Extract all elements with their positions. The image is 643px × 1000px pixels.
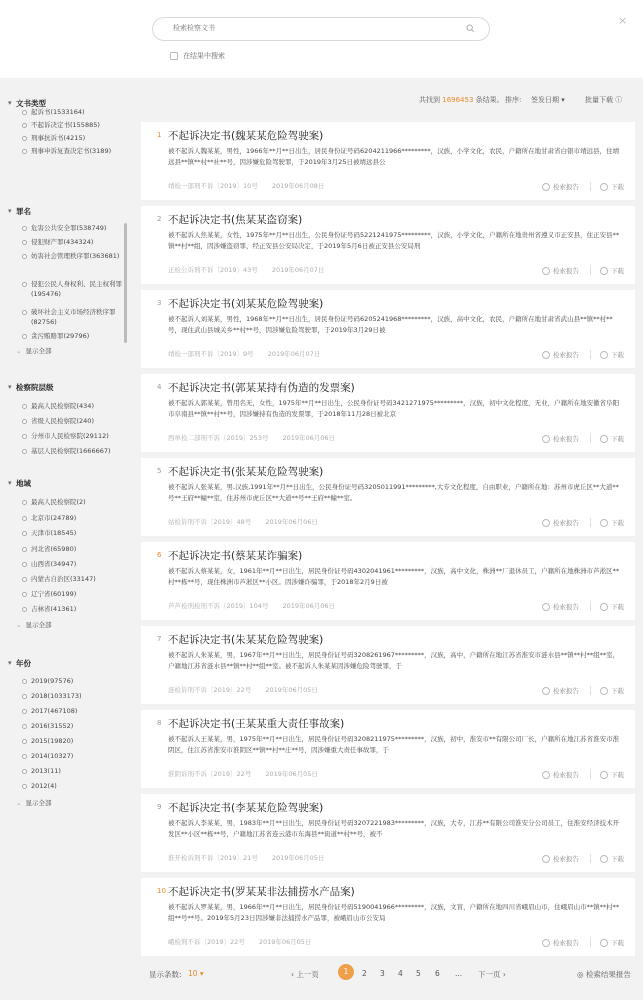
download-icon — [600, 351, 608, 359]
download-icon — [600, 603, 608, 611]
download-label: 下载 — [611, 939, 624, 947]
search-in-results-checkbox[interactable] — [170, 52, 178, 60]
doc-date: 2019年06月05日 — [265, 770, 318, 778]
report-label: 检索报告 — [553, 771, 579, 779]
filter-item-label: 吉林省(41361) — [31, 605, 77, 613]
divider — [590, 518, 591, 527]
filter-item[interactable] — [22, 677, 122, 687]
page-5[interactable]: 5 — [416, 969, 421, 978]
result-title[interactable]: 不起诉决定书(刘某某危险驾驶案) — [168, 298, 324, 310]
radio-icon — [22, 754, 27, 759]
filter-item[interactable] — [22, 252, 122, 262]
result-card — [141, 206, 635, 284]
result-report-button[interactable]: ◎ 检索结果报告 — [577, 970, 631, 979]
doc-date: 2019年06月06日 — [282, 434, 336, 442]
filter-item-label: 山西省(34947) — [31, 560, 77, 568]
sort-label: 排序: — [505, 96, 522, 104]
radio-icon — [22, 694, 27, 699]
filter-item-label: 危害公共安全罪(538749) — [31, 224, 107, 232]
result-card — [141, 794, 635, 872]
result-count: 1696453 — [442, 96, 474, 104]
result-number: 8 — [157, 719, 162, 727]
result-card — [141, 626, 635, 704]
download-label: 下载 — [611, 519, 624, 527]
filter-item-label: 内蒙古自治区(33147) — [31, 575, 96, 583]
download-icon — [600, 939, 608, 947]
report-button[interactable] — [542, 434, 579, 443]
result-title[interactable]: 不起诉决定书(魏某某危险驾驶案) — [168, 130, 324, 142]
radio-icon — [22, 562, 27, 567]
report-label: 检索报告 — [553, 603, 579, 611]
doc-date: 2019年06月07日 — [267, 350, 321, 358]
radio-icon — [22, 254, 27, 259]
filter-section-title-year: 年份 — [16, 659, 31, 668]
filter-item[interactable] — [22, 575, 122, 585]
search-in-results[interactable] — [170, 51, 225, 61]
radio-icon — [22, 531, 27, 536]
filter-item-label: 2015(19820) — [31, 737, 74, 745]
result-title[interactable]: 不起诉决定书(朱某某危险驾驶案) — [168, 634, 324, 646]
filter-section-title-doc-type: 文书类型 — [16, 99, 46, 108]
filter-item-label: 妨害社会管理秩序罪(363681) — [31, 252, 120, 260]
radio-icon — [22, 607, 27, 612]
download-label: 下载 — [611, 183, 624, 191]
doc-date: 2019年06月05日 — [265, 686, 318, 694]
radio-icon — [22, 110, 27, 115]
filter-item-label: 刑事抗诉书(4215) — [31, 134, 86, 142]
radio-icon — [22, 516, 27, 521]
doc-number: 靖检一部刑不诉〔2019〕9号 — [168, 350, 254, 358]
radio-icon — [22, 739, 27, 744]
result-title[interactable]: 不起诉决定书(王某某重大责任事故案) — [168, 718, 345, 730]
filter-item-label: 最高人民检察院(434) — [31, 402, 94, 410]
page-4[interactable]: 4 — [398, 969, 403, 978]
report-button[interactable] — [542, 938, 579, 947]
result-summary: 被不起诉人王某某，男，1975年**月**日出生，居民身份证号码3208211975*********，汉族，初中，淮安市**有限公司厂长，户籍所在地江苏省淮安市淮阴区，住江苏省淮安市淮阴区**镇**村**庄**号，因涉嫌重大责任事故罪，于 — [168, 735, 620, 754]
sidebar-scrollbar[interactable] — [124, 223, 127, 343]
report-icon — [542, 603, 550, 611]
result-meta — [168, 349, 334, 358]
collapse-icon[interactable]: ▾ — [8, 207, 12, 215]
doc-number: 正检公诉刑不诉〔2019〕43号 — [168, 266, 258, 274]
filter-item-label: 2013(11) — [31, 767, 61, 775]
pager-ellipsis: ... — [455, 969, 463, 978]
result-meta — [168, 433, 349, 442]
radio-icon — [22, 500, 27, 505]
result-summary: 被不起诉人蔡某某，女，1961年**月**日出生，居民身份证号码4302041961*********，汉族，高中文化，株洲**厂退休员工，户籍所在地株洲市芦淞区**村**栋**号，现住株洲市芦淞区**小区。因涉嫌诈骗罪，于2018年2月9日被 — [168, 567, 620, 586]
filter-item-label: 2012(4) — [31, 782, 57, 790]
filter-item-label: 侵犯公民人身权利、民主权利罪(195476) — [31, 280, 122, 298]
report-icon — [542, 939, 550, 947]
result-meta — [168, 769, 332, 778]
result-summary: 被不起诉人李某某，男，1983年**月**日出生，居民身份证号码3207221983*********，汉族，大专，江苏**有限公司淮安分公司员工，住淮安经济技术开发区**小区**栋**号，户籍地江苏省连云港市东海县**街道**村**号，被不 — [168, 819, 620, 838]
divider — [590, 938, 591, 947]
radio-icon — [22, 149, 27, 154]
divider — [590, 350, 591, 359]
result-meta — [168, 265, 338, 274]
divider — [590, 686, 591, 695]
filter-item-label: 不起诉决定书(155885) — [31, 121, 100, 129]
result-count-text: 共找到 1696453 条结果。 — [419, 96, 504, 104]
report-button[interactable] — [542, 854, 579, 863]
result-meta — [168, 853, 338, 862]
divider — [590, 266, 591, 275]
report-button[interactable] — [542, 182, 579, 191]
chevron-down-icon: ⌄ — [16, 621, 22, 629]
filter-item[interactable] — [22, 108, 122, 118]
doc-date: 2019年06月05日 — [258, 938, 312, 946]
download-label: 下载 — [611, 687, 624, 695]
download-icon — [600, 519, 608, 527]
result-summary: 被不起诉人焦某某，女性，1975年**月**日出生，公民身份证号码5221241975*********，汉族，小学文化，户籍所在地贵州省遵义市正安县，住正安县**镇**村**组，因涉嫌盗窃罪，经正安县公安局决定，于2019年5月6日被正安县公安局刑 — [168, 231, 620, 250]
radio-icon — [22, 577, 27, 582]
top-bar — [0, 0, 643, 78]
doc-number: 峨检刑不诉〔2019〕22号 — [168, 938, 245, 946]
page-1[interactable]: 1 — [338, 964, 354, 980]
prev-page-button[interactable]: ‹ 上一页 — [291, 970, 319, 979]
radio-icon — [22, 724, 27, 729]
doc-number: 西单检二部刑不诉〔2019〕253号 — [168, 434, 269, 442]
download-button[interactable] — [600, 854, 624, 863]
radio-icon — [22, 136, 27, 141]
doc-date: 2019年06月06日 — [265, 518, 318, 526]
result-card — [141, 710, 635, 788]
result-title[interactable]: 不起诉决定书(蔡某某诈骗案) — [168, 550, 303, 562]
result-card — [141, 878, 635, 956]
divider — [590, 854, 591, 863]
page-3[interactable]: 3 — [380, 969, 385, 978]
result-summary: 被不起诉人刘某某，男性，1968年**月**日出生，居民身份证号码6205241968*********，汉族，高中文化，农民，户籍所在地甘肃省武山县**镇**村**号，现住武山县城关乡**村**号，因涉嫌危险驾驶罪，于2019年3月29日被 — [168, 315, 613, 334]
filter-section-title-region: 地域 — [16, 479, 31, 488]
filter-item-label: 刑事申诉复查决定书(3189) — [31, 147, 112, 155]
filter-item-label: 最高人民检察院(2) — [31, 498, 86, 506]
chevron-down-icon: ⌄ — [16, 347, 22, 355]
report-icon — [542, 771, 550, 779]
show-all-link[interactable]: ⌄ 显示全部 — [16, 621, 52, 629]
result-summary: 被不起诉人罗某某，男，1966年**月**日出生，居民身份证号码5190041966*********，汉族，文盲，户籍所在地四川省峨眉山市，住峨眉山市**镇**村**组**号**号。2019年5月23日因涉嫌非法捕捞水产品罪，被峨眉山市公安局 — [168, 903, 620, 922]
report-button[interactable] — [542, 266, 579, 275]
doc-number: 淮阴诉刑不诉〔2019〕22号 — [168, 770, 252, 778]
result-number: 7 — [157, 635, 162, 643]
filter-item[interactable] — [22, 707, 122, 717]
filter-item-label: 贪污贿赂罪(29796) — [31, 332, 90, 340]
show-all-link[interactable]: ⌄ 显示全部 — [16, 347, 52, 355]
download-label: 下载 — [611, 435, 624, 443]
filter-item-label: 破坏社会主义市场经济秩序罪(82756) — [31, 308, 116, 326]
filter-item-label: 2019(97576) — [31, 677, 74, 685]
radio-icon — [22, 226, 27, 231]
search-box[interactable] — [152, 17, 490, 41]
download-button[interactable] — [600, 266, 624, 275]
report-label: 检索报告 — [553, 267, 579, 275]
filter-item[interactable] — [22, 332, 122, 342]
result-number: 2 — [157, 215, 162, 223]
doc-date: 2019年06月08日 — [271, 182, 325, 190]
download-label: 下载 — [611, 351, 624, 359]
report-label: 检索报告 — [553, 183, 579, 191]
filter-item[interactable] — [22, 545, 122, 555]
result-card — [141, 542, 635, 620]
filter-item-label: 2016(31552) — [31, 722, 74, 730]
report-button[interactable] — [542, 602, 579, 611]
filter-item-label: 2018(1033173) — [31, 692, 82, 700]
filter-item[interactable] — [22, 121, 122, 131]
filter-item[interactable] — [22, 782, 122, 792]
download-button[interactable] — [600, 350, 624, 359]
filter-item[interactable] — [22, 134, 122, 144]
report-icon — [542, 267, 550, 275]
batch-download-button[interactable]: 批量下载 ⓘ — [585, 96, 623, 104]
result-summary: 被不起诉人朱某某，男，1967年**月**日出生，居民身份证号码3208261967*********，汉族，高中，户籍所在地江苏省淮安市涟水县**镇**村**组**室，户籍地江苏省涟水县**镇**村**组**室。被不起诉人朱某某因涉嫌危险驾驶罪，于 — [168, 651, 620, 670]
chevron-down-icon: ⌄ — [16, 799, 22, 807]
result-meta — [168, 181, 338, 190]
result-number: 5 — [157, 467, 162, 475]
radio-icon — [22, 434, 27, 439]
filter-item[interactable] — [22, 280, 122, 299]
filter-item-label: 辽宁省(60199) — [31, 590, 77, 598]
report-icon — [542, 435, 550, 443]
filter-item[interactable] — [22, 752, 122, 762]
sort-dropdown[interactable]: 签发日期 ▾ — [531, 96, 565, 104]
download-icon — [600, 267, 608, 275]
result-title[interactable]: 不起诉决定书(焦某某盗窃案) — [168, 214, 303, 226]
divider — [590, 602, 591, 611]
doc-date: 2019年06月07日 — [271, 266, 325, 274]
result-number: 6 — [157, 551, 162, 559]
radio-icon — [22, 282, 27, 287]
report-label: 检索报告 — [553, 435, 579, 443]
report-icon — [542, 687, 550, 695]
radio-icon — [22, 419, 27, 424]
radio-icon — [22, 240, 27, 245]
download-button[interactable] — [600, 686, 624, 695]
search-icon[interactable] — [466, 24, 475, 33]
pagination — [141, 960, 635, 988]
filter-item[interactable] — [22, 147, 122, 157]
filter-item-label: 起诉书(1533164) — [31, 108, 85, 116]
radio-icon — [22, 449, 27, 454]
download-button[interactable] — [600, 770, 624, 779]
download-button[interactable] — [600, 602, 624, 611]
per-page-label: 显示条数: — [149, 970, 182, 979]
filter-item-label: 分州市人民检察院(29112) — [31, 432, 109, 440]
result-number: 10 — [157, 887, 166, 895]
radio-icon — [22, 310, 27, 315]
radio-icon — [22, 769, 27, 774]
filter-item[interactable] — [22, 447, 122, 457]
filter-section-title-charges: 罪名 — [16, 207, 31, 216]
radio-icon — [22, 784, 27, 789]
filter-item[interactable] — [22, 590, 122, 600]
download-icon — [600, 435, 608, 443]
result-meta — [168, 601, 349, 610]
result-title[interactable]: 不起诉决定书(罗某某非法捕捞水产品案) — [168, 886, 355, 898]
filter-item[interactable] — [22, 238, 122, 248]
filter-item-label: 2014(10327) — [31, 752, 74, 760]
filter-item-label: 省级人民检察院(240) — [31, 417, 94, 425]
page-2[interactable]: 2 — [362, 969, 367, 978]
collapse-icon[interactable]: ▾ — [8, 479, 12, 487]
filter-item[interactable] — [22, 560, 122, 570]
radio-icon — [22, 123, 27, 128]
filter-item-label: 北京市(24789) — [31, 514, 77, 522]
result-card — [141, 458, 635, 536]
filter-item[interactable] — [22, 605, 122, 615]
report-icon — [542, 351, 550, 359]
report-icon — [542, 855, 550, 863]
filter-item[interactable] — [22, 529, 122, 539]
page-6[interactable]: 6 — [435, 969, 440, 978]
filter-item[interactable] — [22, 498, 122, 508]
report-button[interactable] — [542, 770, 579, 779]
doc-number: 芦芦检刑检刑不诉〔2019〕104号 — [168, 602, 269, 610]
download-icon — [600, 687, 608, 695]
filter-item-label: 侵犯财产罪(434324) — [31, 238, 94, 246]
filter-item[interactable] — [22, 432, 122, 442]
report-button[interactable] — [542, 518, 579, 527]
filter-item-label: 河北省(65980) — [31, 545, 77, 553]
result-number: 4 — [157, 383, 162, 391]
collapse-icon[interactable]: ▾ — [8, 99, 12, 107]
result-title[interactable]: 不起诉决定书(张某某危险驾驶案) — [168, 466, 324, 478]
report-icon — [542, 519, 550, 527]
filter-item-label: 基层人民检察院(1666667) — [31, 447, 111, 455]
download-button[interactable] — [600, 518, 624, 527]
download-icon — [600, 771, 608, 779]
download-label: 下载 — [611, 771, 624, 779]
result-summary: 被不起诉人郭某某，曾用名无，女性，1975年**月**日出生，公民身份证号码3421271975*********，汉族，初中文化程度，无业，户籍所在地安徽省阜阳市阜南县**镇**村**号，因涉嫌持有伪造的发票罪，于2018年11月28日被北京 — [168, 399, 620, 418]
radio-icon — [22, 592, 27, 597]
filter-item[interactable] — [22, 722, 122, 732]
result-bar — [141, 90, 635, 108]
report-icon — [542, 183, 550, 191]
divider — [590, 182, 591, 191]
filter-item[interactable] — [22, 224, 122, 234]
radio-icon — [22, 334, 27, 339]
filter-item-label: 2017(467108) — [31, 707, 78, 715]
report-label: 检索报告 — [553, 687, 579, 695]
result-card — [141, 122, 635, 200]
search-input[interactable] — [173, 24, 453, 32]
per-page-select[interactable]: 10 ▾ — [188, 969, 204, 978]
filter-item-label: 天津市(18545) — [31, 529, 77, 537]
result-card — [141, 374, 635, 452]
download-icon — [600, 855, 608, 863]
show-all-link[interactable]: ⌄ 显示全部 — [16, 799, 52, 807]
result-meta — [168, 685, 332, 694]
report-label: 检索报告 — [553, 519, 579, 527]
filter-item[interactable] — [22, 417, 122, 427]
report-label: 检索报告 — [553, 855, 579, 863]
filter-item[interactable] — [22, 308, 122, 327]
doc-number: 涟检诉刑不诉〔2019〕22号 — [168, 686, 252, 694]
doc-number: 靖检一部刑不诉〔2019〕10号 — [168, 182, 258, 190]
filter-item[interactable] — [22, 402, 122, 412]
divider — [590, 434, 591, 443]
doc-number: 姑检诉刑不诉〔2019〕48号 — [168, 518, 252, 526]
filter-item[interactable] — [22, 692, 122, 702]
report-label: 检索报告 — [553, 939, 579, 947]
result-meta — [168, 517, 332, 526]
download-label: 下载 — [611, 603, 624, 611]
doc-date: 2019年06月06日 — [282, 602, 336, 610]
filter-item[interactable] — [22, 767, 122, 777]
filter-section-title-court-level: 检察院层级 — [16, 383, 54, 392]
radio-icon — [22, 404, 27, 409]
result-meta — [168, 937, 325, 946]
result-number: 9 — [157, 803, 162, 811]
result-summary: 被不起诉人张某某，男,汉族,1991年**月**日出生，公民身份证号码3205011991*********,大专文化程度，自由职业，户籍所在地：苏州市虎丘区**大道**号**王府**幢**室，住苏州市虎丘区**大道**号**王府**幢**室。 — [168, 483, 619, 502]
download-button[interactable] — [600, 938, 624, 947]
result-title[interactable]: 不起诉决定书(郭某某持有伪造的发票案) — [168, 382, 355, 394]
close-icon[interactable]: × — [618, 14, 628, 27]
report-label: 检索报告 — [553, 351, 579, 359]
download-button[interactable] — [600, 182, 624, 191]
result-summary: 被不起诉人魏某某，男性，1966年**月**日出生，居民身份证号码6204211966*********，汉族，小学文化，农民，户籍所在地甘肃省白银市靖远县，住靖远县**镇**村**社**号，因涉嫌危险驾驶罪，于2019年3月25日被靖远县公 — [168, 147, 620, 166]
result-number: 3 — [157, 299, 162, 307]
report-button[interactable] — [542, 686, 579, 695]
filter-item[interactable] — [22, 737, 122, 747]
search-in-results-label: 在结果中搜索 — [183, 52, 225, 60]
result-number: 1 — [157, 131, 162, 139]
radio-icon — [22, 709, 27, 714]
download-label: 下载 — [611, 855, 624, 863]
filter-item[interactable] — [22, 514, 122, 524]
result-card — [141, 290, 635, 368]
collapse-icon[interactable]: ▾ — [8, 383, 12, 391]
radio-icon — [22, 679, 27, 684]
download-button[interactable] — [600, 434, 624, 443]
collapse-icon[interactable]: ▾ — [8, 659, 12, 667]
report-button[interactable] — [542, 350, 579, 359]
doc-date: 2019年06月05日 — [271, 854, 325, 862]
radio-icon — [22, 547, 27, 552]
divider — [590, 770, 591, 779]
download-label: 下载 — [611, 267, 624, 275]
result-title[interactable]: 不起诉决定书(李某某危险驾驶案) — [168, 802, 324, 814]
filter-sidebar — [0, 88, 132, 1000]
doc-number: 淮开检诉刑不诉〔2019〕21号 — [168, 854, 258, 862]
next-page-button[interactable]: 下一页 › — [478, 970, 506, 979]
download-icon — [600, 183, 608, 191]
